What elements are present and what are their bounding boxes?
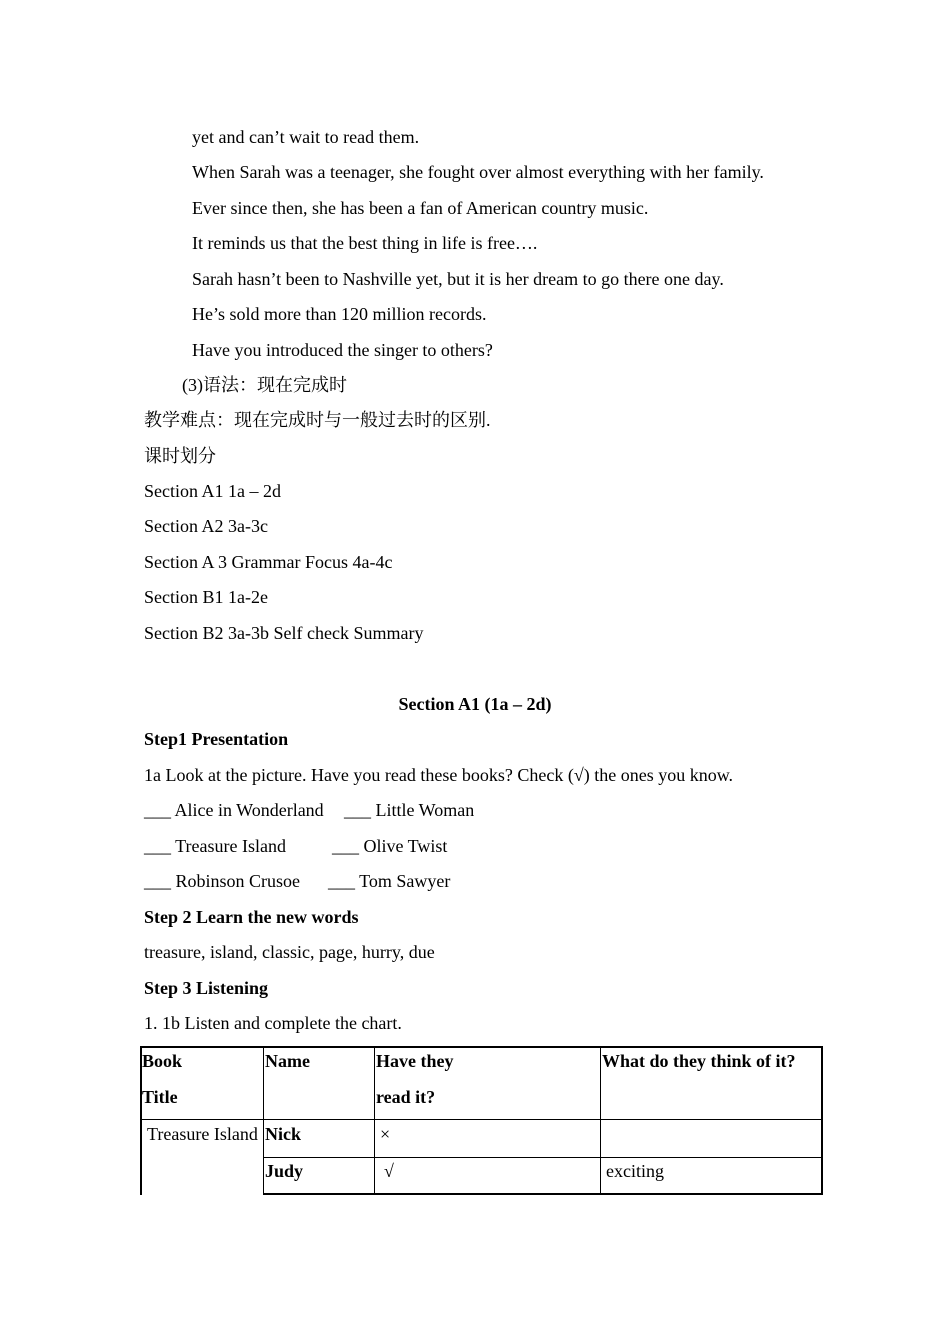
header-book-title: Book [142,1051,183,1071]
difficulty-line: 教学难点：现在完成时与一般过去时的区别. [144,410,491,430]
header-have-read: read it? [376,1087,436,1107]
header-name: Name [265,1051,310,1071]
section-title: Section A1 (1a – 2d) [398,694,552,714]
table-border-bottom [263,1193,823,1195]
section-item: Section B2 3a-3b Self check Summary [144,623,424,643]
grammar-line: (3)语法：现在完成时 [182,375,347,395]
book-option: ___ Robinson Crusoe [144,871,301,891]
name-cell: Nick [265,1124,301,1144]
book-option: ___ Alice in Wonderland [144,800,324,820]
book-option: ___ Treasure Island [144,836,286,856]
schedule-heading: 课时划分 [144,446,216,466]
listening-chart [140,1046,823,1195]
opinion-cell: exciting [606,1161,664,1181]
table-border-right [821,1046,823,1195]
table-rule [263,1157,823,1158]
table-column-rule [600,1046,601,1195]
table-column-rule [374,1046,375,1195]
step1-heading: Step1 Presentation [144,729,289,749]
step2-heading: Step 2 Learn the new words [144,907,359,927]
sentence-line: Ever since then, she has been a fan of American country music. [192,198,649,218]
sentence-line: When Sarah was a teenager, she fought over almost everything with her family. [192,162,764,182]
section-item: Section A2 3a-3c [144,516,268,536]
table-column-rule [263,1046,264,1195]
table-rule [140,1119,823,1120]
section-item: Section A 3 Grammar Focus 4a-4c [144,552,393,572]
step3-instruction: 1. 1b Listen and complete the chart. [144,1013,402,1033]
table-border-top [140,1046,823,1048]
name-cell: Judy [265,1161,304,1181]
sentence-line: Have you introduced the singer to others? [192,340,493,360]
header-book-title: Title [142,1087,178,1107]
sentence-line: He’s sold more than 120 million records. [192,304,487,324]
book-option: ___ Tom Sawyer [328,871,451,891]
section-item: Section A1 1a – 2d [144,481,281,501]
sentence-line: yet and can’t wait to read them. [192,127,420,147]
step3-heading: Step 3 Listening [144,978,269,998]
section-item: Section B1 1a-2e [144,587,268,607]
step2-words: treasure, island, classic, page, hurry, due [144,942,435,962]
sentence-line: It reminds us that the best thing in life is free…. [192,233,538,253]
sentence-line: Sarah hasn’t been to Nashville yet, but it is her dream to go there one day. [192,269,724,289]
header-opinion: What do they think of it? [602,1051,796,1071]
step1-instruction: 1a Look at the picture. Have you read these books? Check (√) the ones you know. [144,765,734,785]
book-title-cell: Treasure Island [147,1124,258,1144]
read-cell: √ [384,1161,394,1181]
read-cell: × [380,1124,391,1144]
header-have-read: Have they [376,1051,454,1071]
book-option: ___ Little Woman [344,800,475,820]
book-option: ___ Olive Twist [332,836,448,856]
